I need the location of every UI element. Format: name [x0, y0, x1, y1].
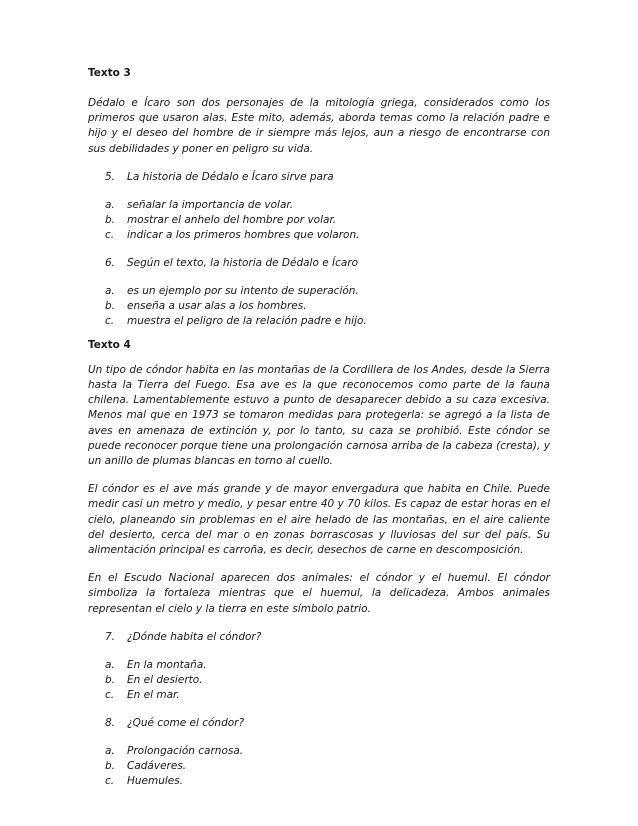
- option-text: indicar a los primeros hombres que volaron.: [127, 228, 360, 241]
- option-text: Huemules.: [127, 774, 184, 787]
- option-text: es un ejemplo por su intento de superación.: [127, 284, 359, 297]
- option-item: [88, 744, 550, 759]
- question-6: [88, 256, 550, 271]
- option-item: [88, 774, 550, 789]
- option-text: En el desierto.: [127, 673, 203, 686]
- option-letter: b.: [105, 673, 116, 686]
- question-7: [88, 630, 550, 645]
- document-content: [88, 66, 550, 789]
- option-text: Prolongación carnosa.: [127, 744, 244, 757]
- question-5-options: [88, 198, 550, 243]
- option-letter: c.: [105, 228, 115, 241]
- option-item: [88, 673, 550, 688]
- option-letter: a.: [105, 284, 115, 297]
- option-item: [88, 198, 550, 213]
- option-letter: a.: [105, 744, 115, 757]
- question-8: [88, 716, 550, 731]
- option-item: [88, 228, 550, 243]
- question-text: Según el texto, la historia de Dédalo e Ícaro: [127, 256, 359, 269]
- question-number: 7.: [105, 630, 116, 643]
- question-5: [88, 170, 550, 185]
- option-item: [88, 299, 550, 314]
- option-letter: c.: [105, 774, 115, 787]
- option-item: [88, 688, 550, 703]
- option-letter: b.: [105, 299, 116, 312]
- option-item: [88, 213, 550, 228]
- question-number: 5.: [105, 170, 116, 183]
- option-letter: b.: [105, 759, 116, 772]
- texto4-heading: Texto 4: [88, 338, 131, 351]
- question-6-options: [88, 284, 550, 329]
- texto3-heading: Texto 3: [88, 67, 131, 79]
- question-8-options: [88, 744, 550, 789]
- option-letter: a.: [105, 198, 115, 211]
- question-number: 8.: [105, 716, 116, 729]
- texto4-paragraph-2: El cóndor es el ave más grande y de mayor envergadura que habita en Chile. Puede medir casi un metro y medio, y pesar entre 40 y 70 kilos. Es capaz de estar horas en el cielo, planeando sin problemas en el aire helado de las montañas, en el aire caliente del desierto, cerca del mar o en zonas borrascosas y lluviosas del sur del país. Su alimentación principal es carroña, es decir, desechos de carne en descomposición.: [88, 483, 550, 557]
- option-letter: c.: [105, 314, 115, 327]
- option-item: [88, 759, 550, 774]
- question-text: ¿Qué come el cóndor?: [127, 716, 245, 729]
- question-7-options: [88, 658, 550, 703]
- option-text: Cadáveres.: [127, 759, 187, 772]
- texto3-paragraph: Dédalo e Ícaro son dos personajes de la mitología griega, considerados como los primeros que usaron alas. Este mito, además, aborda temas como la relación padre e hijo y el deseo del hombre de ir siempre más lejos, aun a riesgo de encontrarse con sus debilidades y poner en peligro su vida.: [88, 97, 550, 155]
- option-text: muestra el peligro de la relación padre e hijo.: [127, 314, 367, 327]
- question-text: ¿Dónde habita el cóndor?: [127, 630, 262, 643]
- option-item: [88, 658, 550, 673]
- option-letter: b.: [105, 213, 116, 226]
- option-item: [88, 314, 550, 329]
- option-text: señalar la importancia de volar.: [127, 198, 294, 211]
- option-item: [88, 284, 550, 299]
- option-text: En la montaña.: [127, 658, 207, 671]
- option-letter: a.: [105, 658, 115, 671]
- option-letter: c.: [105, 688, 115, 701]
- texto4-paragraph-3: En el Escudo Nacional aparecen dos animales: el cóndor y el huemul. El cóndor simboliza la fortaleza mientras que el huemul, la delicadeza. Ambos animales representan el cielo y la tierra en este símbolo patrio.: [88, 572, 550, 615]
- question-text: La historia de Dédalo e Ícaro sirve para: [127, 170, 334, 183]
- option-text: En el mar.: [127, 688, 180, 701]
- option-text: enseña a usar alas a los hombres.: [127, 299, 307, 312]
- option-text: mostrar el anhelo del hombre por volar.: [127, 213, 337, 226]
- question-number: 6.: [105, 256, 116, 269]
- texto4-paragraph-1: Un tipo de cóndor habita en las montañas de la Cordillera de los Andes, desde la Sierra hasta la Tierra del Fuego. Esa ave es la que reconocemos como parte de la fauna chilena. Lamentablemente estuvo a punto de desaparecer debido a su caza excesiva. Menos mal que en 1973 se tomaron medidas para protegerla: se agregó a la lista de aves en amenaza de extinción y, por lo tanto, su caza se prohibió. Este cóndor se puede reconocer porque tiene una prolongación carnosa arriba de la cabeza (cresta), y un anillo de plumas blancas en torno al cuello.: [88, 363, 550, 468]
